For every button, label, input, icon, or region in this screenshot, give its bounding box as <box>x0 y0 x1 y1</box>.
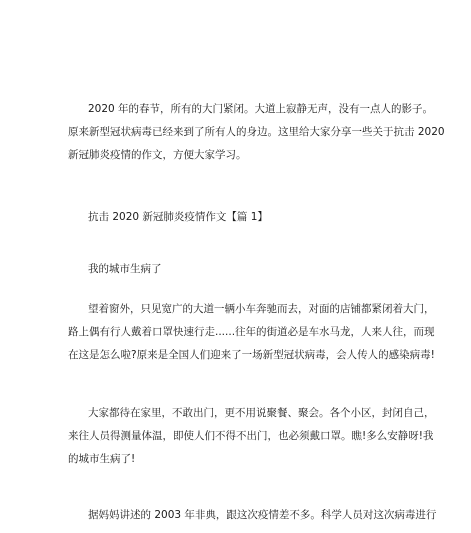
intro-paragraph <box>68 98 445 167</box>
intro-line: 2020 年的春节，所有的大门紧闭。大道上寂静无声，没有一点人的影子。 <box>88 103 434 115</box>
paragraph-line: 大家都待在家里，不敢出门，更不用说聚餐、聚会。各个小区，封闭自己， <box>88 407 435 419</box>
paragraph-line: 来往人员得测量体温，即使人们不得不出门，也必须戴口罩。瞧!多么安静呀!我 <box>68 430 434 442</box>
paragraph-line: 路上偶有行人戴着口罩快速行走......往年的街道必是车水马龙，人来人往，而现 <box>68 326 435 338</box>
intro-line: 新冠肺炎疫情的作文，方便大家学习。 <box>68 149 247 161</box>
paragraph-line: 的城市生病了! <box>68 453 136 465</box>
paragraph-line: 在这是怎么啦?原来是全国人们迎来了一场新型冠状病毒，会人传人的感染病毒! <box>68 349 435 361</box>
essay-title: 抗击 2020 新冠肺炎疫情作文【篇 1】 <box>88 211 268 223</box>
essay-subtitle: 我的城市生病了 <box>88 263 162 275</box>
paragraph-line: 望着窗外，只见宽广的大道一辆小车奔驰而去，对面的店铺都紧闭着大门， <box>88 303 435 315</box>
paragraph-line: 据妈妈讲述的 2003 年非典，跟这次疫情差不多。科学人员对这次病毒进行 <box>88 509 437 521</box>
essay-paragraph-2 <box>68 402 435 471</box>
essay-paragraph-1 <box>68 298 435 367</box>
intro-line: 原来新型冠状病毒已经来到了所有人的身边。这里给大家分享一些关于抗击 2020 <box>68 126 445 138</box>
essay-paragraph-3 <box>68 504 437 527</box>
